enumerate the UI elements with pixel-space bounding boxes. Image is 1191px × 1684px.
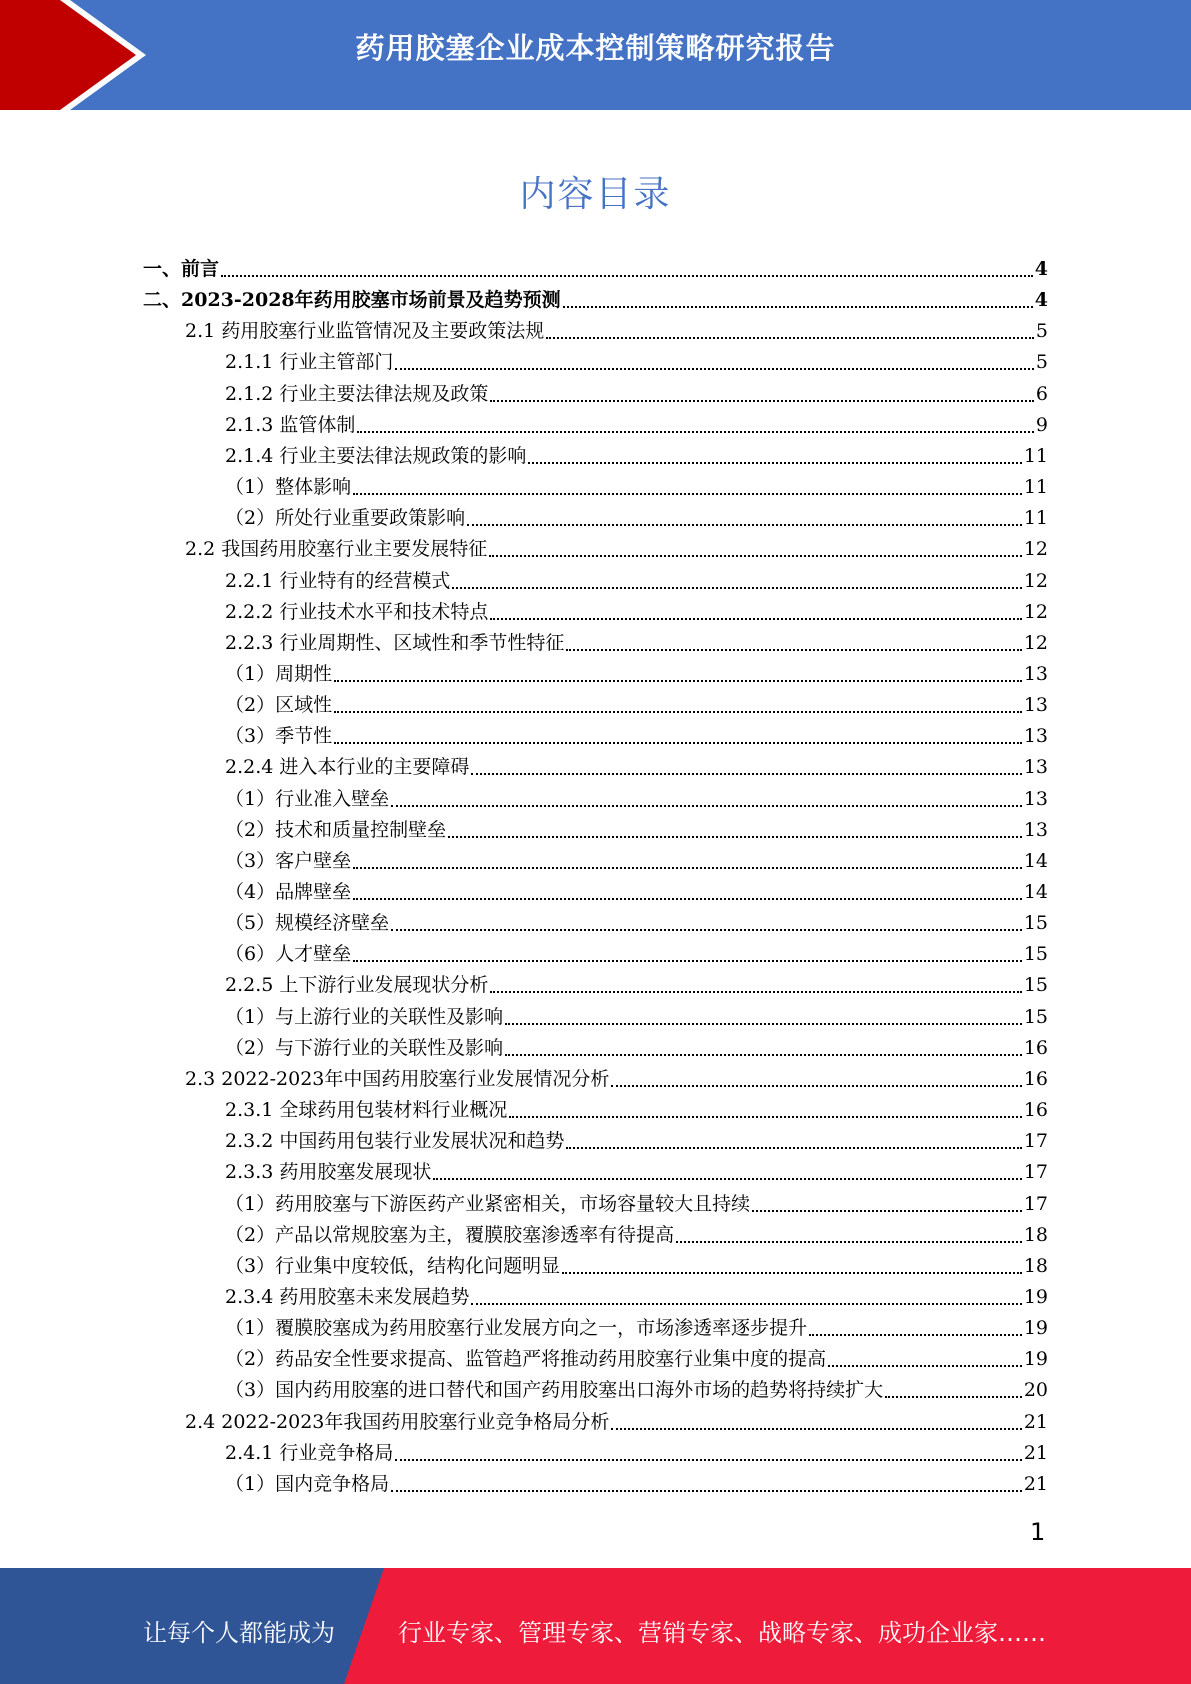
- toc-entry-page: 12: [1023, 538, 1048, 561]
- toc-entry-title: 2.2.1 行业特有的经营模式: [225, 569, 451, 592]
- toc-dot-leader: [489, 555, 1022, 557]
- toc-entry[interactable]: [225, 1033, 1048, 1064]
- toc-entry-title: （3）国内药用胶塞的进口替代和国产药用胶塞出口海外市场的趋势将持续扩大: [225, 1379, 884, 1402]
- toc-entry-page: 11: [1023, 476, 1048, 499]
- toc-dot-leader: [471, 1303, 1021, 1305]
- toc-entry-title: 2.3.3 药用胶塞发展现状: [225, 1161, 432, 1184]
- toc-dot-leader: [505, 1054, 1022, 1056]
- toc-entry[interactable]: [225, 877, 1048, 908]
- toc-dot-leader: [221, 275, 1033, 277]
- toc-dot-leader: [467, 524, 1022, 526]
- toc-entry-title: 一、前言: [143, 258, 220, 280]
- toc-entry[interactable]: [225, 597, 1048, 628]
- toc-dot-leader: [828, 1365, 1022, 1367]
- toc-entry-page: 16: [1023, 1099, 1048, 1122]
- toc-entry-title: 2.2.4 进入本行业的主要障碍: [225, 756, 470, 779]
- toc-entry-title: 2.1.4 行业主要法律法规政策的影响: [225, 444, 527, 467]
- toc-entry[interactable]: [225, 1282, 1048, 1313]
- toc-entry-title: （3）季节性: [225, 725, 333, 748]
- toc-entry-title: （2）与下游行业的关联性及影响: [225, 1036, 504, 1059]
- toc-entry[interactable]: [225, 1002, 1048, 1033]
- toc-dot-leader: [353, 898, 1022, 900]
- toc-entry-title: 2.3.2 中国药用包装行业发展状况和趋势: [225, 1130, 565, 1153]
- footer-slogan: 让每个人都能成为: [143, 1619, 335, 1647]
- toc-entry[interactable]: [225, 628, 1048, 659]
- header-banner: [0, 0, 1191, 110]
- toc-entry-title: 2.2.2 行业技术水平和技术特点: [225, 600, 489, 623]
- toc-entry-page: 11: [1023, 507, 1048, 530]
- toc-entry[interactable]: [225, 1469, 1048, 1500]
- toc-entry-title: （5）规模经济壁垒: [225, 912, 390, 935]
- toc-entry[interactable]: [225, 1189, 1048, 1220]
- toc-entry[interactable]: [225, 441, 1048, 472]
- toc-dot-leader: [611, 1085, 1021, 1087]
- toc-entry-title: （3）行业集中度较低，结构化问题明显: [225, 1254, 561, 1277]
- toc-entry-title: 2.1 药用胶塞行业监管情况及主要政策法规: [185, 320, 545, 343]
- toc-entry[interactable]: [225, 566, 1048, 597]
- toc-entry[interactable]: [225, 1438, 1048, 1469]
- toc-entry-page: 12: [1023, 631, 1048, 654]
- toc-dot-leader: [885, 1396, 1022, 1398]
- toc-entry[interactable]: [225, 503, 1048, 534]
- toc-entry[interactable]: [185, 1407, 1048, 1438]
- toc-entry[interactable]: [225, 908, 1048, 939]
- toc-entry[interactable]: [225, 752, 1048, 783]
- toc-entry-page: 17: [1023, 1192, 1048, 1215]
- toc-entry-title: （6）人才壁垒: [225, 943, 352, 966]
- toc-entry-page: 19: [1023, 1348, 1048, 1371]
- toc-dot-leader: [490, 991, 1021, 993]
- toc-dot-leader: [395, 368, 1034, 370]
- toc-entry-page: 12: [1023, 600, 1048, 623]
- toc-entry[interactable]: [225, 1344, 1048, 1375]
- toc-dot-leader: [566, 1147, 1021, 1149]
- toc-dot-leader: [611, 1428, 1021, 1430]
- toc-entry-page: 12: [1023, 569, 1048, 592]
- toc-entry-page: 16: [1023, 1067, 1048, 1090]
- toc-dot-leader: [563, 306, 1033, 308]
- toc-dot-leader: [452, 587, 1021, 589]
- toc-entry[interactable]: [225, 379, 1048, 410]
- toc-entry-page: 13: [1023, 694, 1048, 717]
- toc-entry[interactable]: [225, 1313, 1048, 1344]
- toc-entry-page: 4: [1034, 289, 1048, 312]
- toc-entry[interactable]: [185, 534, 1048, 565]
- toc-dot-leader: [566, 649, 1021, 651]
- document-title: 药用胶塞企业成本控制策略研究报告: [355, 31, 836, 65]
- toc-entry[interactable]: [225, 1126, 1048, 1157]
- toc-entry-title: 2.1.3 监管体制: [225, 413, 356, 436]
- toc-dot-leader: [490, 400, 1034, 402]
- toc-entry-title: 2.2.3 行业周期性、区域性和季节性特征: [225, 631, 565, 654]
- toc-entry-title: 二、2023-2028年药用胶塞市场前景及趋势预测: [143, 289, 561, 312]
- toc-entry-title: 2.3 2022-2023年中国药用胶塞行业发展情况分析: [185, 1067, 610, 1090]
- toc-entry[interactable]: [225, 784, 1048, 815]
- toc-entry-title: （3）客户壁垒: [225, 849, 352, 872]
- toc-entry-page: 9: [1035, 413, 1048, 436]
- toc-entry-title: （4）品牌壁垒: [225, 881, 352, 903]
- toc-heading: 内容目录: [519, 174, 672, 215]
- toc-dot-leader: [471, 773, 1021, 775]
- toc-dot-leader: [752, 1210, 1022, 1212]
- toc-entry-page: 14: [1023, 849, 1048, 872]
- toc-entry-page: 19: [1023, 1317, 1048, 1340]
- toc-entry-page: 6: [1035, 382, 1048, 405]
- toc-entry-page: 15: [1023, 1005, 1048, 1028]
- toc-entry-page: 17: [1023, 1161, 1048, 1184]
- toc-dot-leader: [353, 960, 1022, 962]
- toc-dot-leader: [448, 836, 1022, 838]
- toc-entry-title: （1）周期性: [225, 662, 333, 685]
- toc-entry-title: 2.1.1 行业主管部门: [225, 351, 394, 374]
- toc-entry[interactable]: [225, 721, 1048, 752]
- toc-dot-leader: [353, 493, 1022, 495]
- footer-banner: [0, 1568, 1191, 1684]
- toc-entry-page: 21: [1023, 1410, 1048, 1433]
- toc-dot-leader: [334, 680, 1022, 682]
- toc-dot-leader: [353, 867, 1022, 869]
- toc-entry[interactable]: [225, 472, 1048, 503]
- toc-dot-leader: [676, 1241, 1022, 1243]
- toc-entry-page: 20: [1023, 1379, 1048, 1402]
- toc-entry-page: 11: [1023, 444, 1048, 467]
- toc-entry[interactable]: [225, 1157, 1048, 1188]
- toc-entry[interactable]: [225, 970, 1048, 1001]
- toc-entry[interactable]: [225, 1375, 1048, 1406]
- toc-entry-title: （1）整体影响: [225, 476, 352, 499]
- toc-entry-title: （1）国内竞争格局: [225, 1472, 390, 1495]
- toc-entry-page: 13: [1023, 725, 1048, 748]
- toc-dot-leader: [509, 1116, 1021, 1118]
- toc-dot-leader: [357, 431, 1034, 433]
- page-number: 1: [1030, 1518, 1046, 1546]
- toc-entry-title: （2）技术和质量控制壁垒: [225, 818, 447, 841]
- toc-entry[interactable]: [225, 1220, 1048, 1251]
- toc-entry-title: 2.2.5 上下游行业发展现状分析: [225, 974, 489, 997]
- toc-entry-title: 2.2 我国药用胶塞行业主要发展特征: [185, 538, 488, 561]
- toc-entry-page: 21: [1023, 1441, 1048, 1464]
- toc-entry[interactable]: [225, 1095, 1048, 1126]
- toc-dot-leader: [334, 711, 1022, 713]
- toc-entry-title: （2）区域性: [225, 694, 333, 717]
- footer-tagline: 行业专家、管理专家、营销专家、战略专家、成功企业家……: [398, 1619, 1046, 1647]
- toc-entry-title: （2）药品安全性要求提高、监管趋严将推动药用胶塞行业集中度的提高: [225, 1348, 827, 1371]
- toc-entry-title: 2.3.1 全球药用包装材料行业概况: [225, 1099, 508, 1122]
- toc-dot-leader: [546, 337, 1034, 339]
- toc-entry-page: 5: [1035, 351, 1048, 374]
- toc-entry-title: 2.4.1 行业竞争格局: [225, 1441, 394, 1464]
- toc-dot-leader: [505, 1023, 1022, 1025]
- toc-entry-page: 13: [1023, 818, 1048, 841]
- toc-entry[interactable]: [225, 690, 1048, 721]
- toc-entry[interactable]: [225, 939, 1048, 970]
- toc-entry-page: 4: [1034, 258, 1048, 280]
- toc-dot-leader: [391, 805, 1022, 807]
- toc-dot-leader: [391, 929, 1022, 931]
- toc-entry[interactable]: [225, 347, 1048, 378]
- toc-dot-leader: [395, 1459, 1021, 1461]
- toc-dot-leader: [490, 618, 1021, 620]
- toc-entry[interactable]: [185, 1064, 1048, 1095]
- toc-entry[interactable]: [225, 846, 1048, 877]
- toc-entry-title: （1）行业准入壁垒: [225, 787, 390, 810]
- toc-entry[interactable]: [225, 1251, 1048, 1282]
- toc-dot-leader: [809, 1334, 1022, 1336]
- toc-entry-page: 15: [1023, 943, 1048, 966]
- toc-entry-title: 2.3.4 药用胶塞未来发展趋势: [225, 1285, 470, 1308]
- toc-dot-leader: [334, 742, 1022, 744]
- toc-entry[interactable]: [225, 815, 1048, 846]
- toc-entry-page: 15: [1023, 912, 1048, 935]
- toc-entry-page: 13: [1023, 756, 1048, 779]
- toc-entry[interactable]: [185, 316, 1048, 347]
- toc-entry-title: （2）产品以常规胶塞为主，覆膜胶塞渗透率有待提高: [225, 1223, 675, 1246]
- toc-entry-title: （1）与上游行业的关联性及影响: [225, 1005, 504, 1028]
- toc-entry[interactable]: [143, 254, 1048, 285]
- toc-entry-page: 13: [1023, 662, 1048, 685]
- toc-dot-leader: [433, 1178, 1021, 1180]
- toc-entry-title: 2.4 2022-2023年我国药用胶塞行业竞争格局分析: [185, 1410, 610, 1433]
- toc-entry-page: 17: [1023, 1130, 1048, 1153]
- toc-entry-page: 13: [1023, 787, 1048, 810]
- toc-entry-title: （1）覆膜胶塞成为药用胶塞行业发展方向之一，市场渗透率逐步提升: [225, 1317, 808, 1340]
- toc-entry-page: 5: [1035, 320, 1048, 343]
- toc-entry-title: 2.1.2 行业主要法律法规及政策: [225, 382, 489, 405]
- toc-entry-page: 19: [1023, 1285, 1048, 1308]
- toc-entry-page: 18: [1023, 1254, 1048, 1277]
- toc-dot-leader: [562, 1272, 1022, 1274]
- toc-entry-page: 16: [1023, 1036, 1048, 1059]
- toc-entry-page: 14: [1023, 881, 1048, 903]
- toc-entry[interactable]: [143, 285, 1048, 316]
- toc-entry-title: （2）所处行业重要政策影响: [225, 507, 466, 530]
- toc-entry[interactable]: [225, 410, 1048, 441]
- toc-dot-leader: [391, 1490, 1022, 1492]
- toc-entry-page: 18: [1023, 1223, 1048, 1246]
- toc-entry-page: 21: [1023, 1472, 1048, 1495]
- toc-entry-page: 15: [1023, 974, 1048, 997]
- toc-entry[interactable]: [225, 659, 1048, 690]
- toc-dot-leader: [528, 462, 1021, 464]
- toc-entry-title: （1）药用胶塞与下游医药产业紧密相关，市场容量较大且持续: [225, 1192, 751, 1215]
